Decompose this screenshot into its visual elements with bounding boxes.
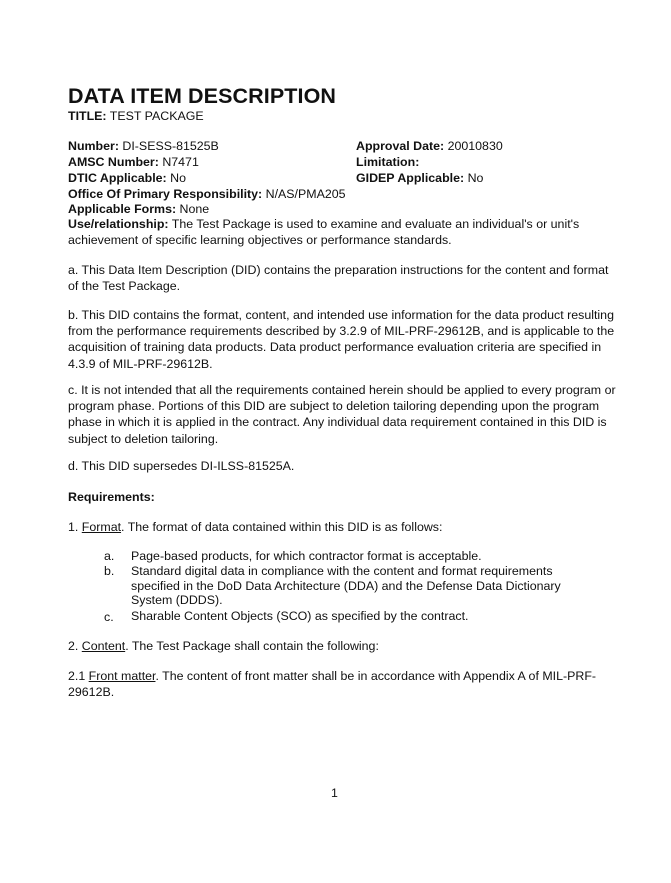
opr-value: N/AS/PMA205: [265, 187, 346, 201]
title-line: [68, 109, 204, 124]
approval-date-line: [356, 139, 503, 154]
limitation-label: Limitation:: [356, 155, 420, 169]
gidep-label: GIDEP Applicable:: [356, 171, 465, 185]
opr-label: Office Of Primary Responsibility:: [68, 187, 263, 201]
title-label: TITLE:: [68, 109, 107, 123]
content-title: Content: [81, 639, 126, 653]
front-matter-title: Front matter: [88, 669, 156, 683]
opr-line: [68, 187, 346, 202]
dtic-line: [68, 171, 186, 186]
use-relationship: [68, 216, 616, 248]
number-value: DI-SESS-81525B: [122, 139, 219, 153]
format-item-c-text: Sharable Content Objects (SCO) as specified by the contract.: [131, 609, 469, 623]
dtic-label: DTIC Applicable:: [68, 171, 167, 185]
amsc-line: [68, 155, 199, 170]
format-item-a-marker: a.: [104, 549, 115, 563]
format-item-b-marker: b.: [104, 564, 115, 578]
requirements-heading: Requirements:: [68, 490, 155, 504]
format-text: . The format of data contained within this DID is as follows:: [121, 520, 443, 534]
document-title: DATA ITEM DESCRIPTION: [68, 84, 337, 108]
paragraph-b: b. This DID contains the format, content, and intended use information for the data product resulting from the performance requirements described by 3.2.9 of MIL-PRF-29612B, and is applicable to the acquisition of training data products. Data product performance evaluation criteria are specified in 4.3.9 of MIL-PRF-29612B.: [68, 308, 615, 371]
format-number: 1.: [68, 520, 82, 534]
front-matter-requirement: [68, 668, 616, 700]
use-value: The Test Package is used to examine and evaluate an individual's or unit's achievement of specific learning objectives or performance standards.: [68, 217, 580, 248]
front-matter-number: 2.1: [68, 669, 89, 683]
content-requirement: [68, 638, 616, 654]
paragraph-d: d. This DID supersedes DI-ILSS-81525A.: [68, 459, 295, 473]
forms-value: None: [179, 202, 210, 216]
amsc-value: N7471: [162, 155, 199, 169]
format-item-c-marker: c.: [104, 610, 114, 624]
content-number: 2.: [68, 639, 82, 653]
page-number: 1: [331, 786, 338, 800]
forms-label: Applicable Forms:: [68, 202, 177, 216]
format-item-b-text: Standard digital data in compliance with the content and format requirements specified in the DoD Data Architecture (DDA) and the Defense Data Dictionary System (DDDS).: [131, 564, 561, 607]
paragraph-a: a. This Data Item Description (DID) contains the preparation instructions for the content and format of the Test Package.: [68, 263, 609, 294]
approval-date-value: 20010830: [447, 139, 503, 153]
use-label: Use/relationship:: [68, 217, 169, 231]
gidep-value: No: [467, 171, 484, 185]
amsc-label: AMSC Number:: [68, 155, 159, 169]
front-matter-text: . The content of front matter shall be in accordance with Appendix A of MIL-PRF-29612B.: [68, 669, 597, 700]
title-value: TEST PACKAGE: [109, 109, 204, 123]
approval-date-label: Approval Date:: [356, 139, 445, 153]
format-item-a-text: Page-based products, for which contractor format is acceptable.: [131, 549, 482, 563]
number-line: [68, 139, 219, 154]
format-title: Format: [81, 520, 122, 534]
forms-line: [68, 202, 209, 217]
format-requirement: [68, 519, 616, 535]
number-label: Number:: [68, 139, 119, 153]
paragraph-c: c. It is not intended that all the requirements contained herein should be applied to every program or program phase. Portions of this DID are subject to deletion tailoring depending upon the program phase in which it is applied in the contract. Any individual data requirement contained in this DID is subject to deletion tailoring.: [68, 383, 616, 446]
dtic-value: No: [170, 171, 186, 185]
gidep-line: [356, 171, 483, 186]
limitation-line: [356, 155, 419, 170]
content-text: . The Test Package shall contain the following:: [125, 639, 379, 653]
